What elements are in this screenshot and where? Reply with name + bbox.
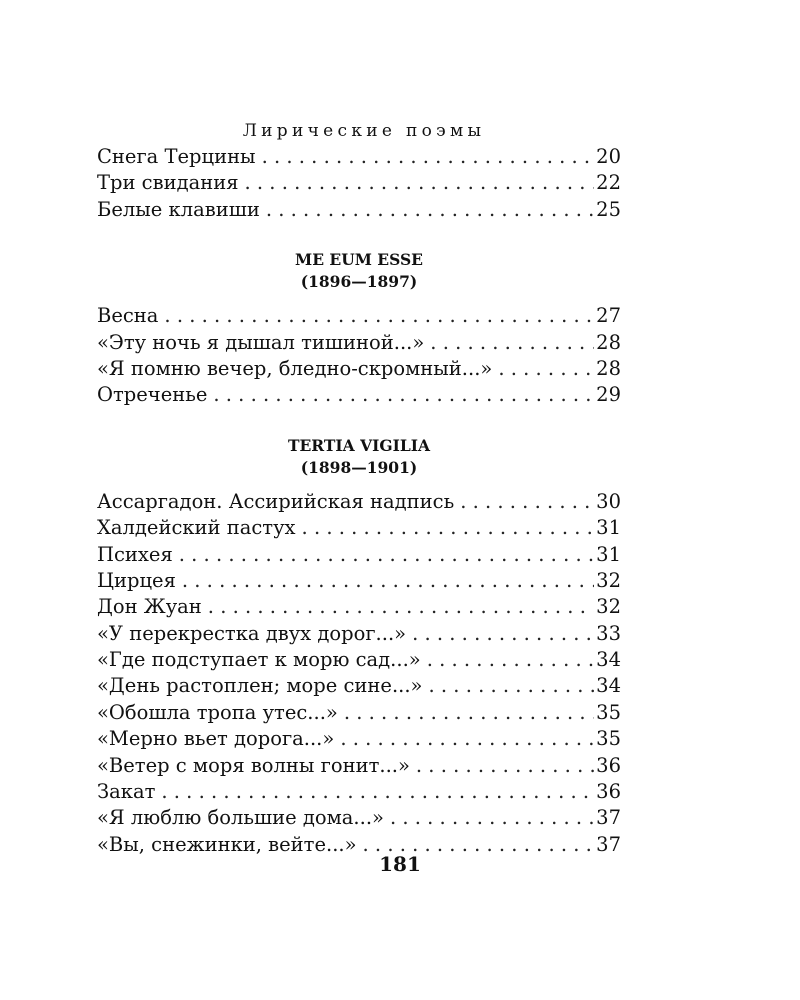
toc-entry xyxy=(97,542,621,568)
toc-entry-page: 35 xyxy=(596,727,621,751)
dot-leader xyxy=(429,673,595,699)
section-title-me-eum-esse: ME EUM ESSE xyxy=(295,250,423,270)
toc-entry xyxy=(97,330,621,356)
toc-entry xyxy=(97,568,621,594)
toc-entry-page: 34 xyxy=(596,674,621,698)
dot-leader xyxy=(390,805,594,831)
toc-entry-title: Халдейский пастух xyxy=(97,516,296,540)
toc-entry-page: 37 xyxy=(596,832,621,856)
toc-entry xyxy=(97,647,621,673)
toc-entry-title: «День растоплен; море сине...» xyxy=(97,674,423,698)
toc-entry-page: 30 xyxy=(596,489,621,513)
toc-entry-page: 36 xyxy=(596,753,621,777)
toc-entry-title: Белые клавиши xyxy=(97,197,260,221)
page-number: 181 xyxy=(379,852,421,876)
toc-entry-title: «Эту ночь я дышал тишиной...» xyxy=(97,330,425,354)
toc-entry xyxy=(97,515,621,541)
toc-entry-page: 34 xyxy=(596,648,621,672)
toc-entry-title: Весна xyxy=(97,304,159,328)
toc-entry-title: «Обошла тропа утес...» xyxy=(97,700,338,724)
toc-entry-page: 28 xyxy=(596,356,621,380)
dot-leader xyxy=(266,197,594,223)
toc-entry-page: 22 xyxy=(596,171,621,195)
table-of-contents xyxy=(97,118,621,858)
section-heading-lyric-poems: Лирические поэмы xyxy=(242,121,486,141)
toc-entry-title: «Я помню вечер, бледно-скромный...» xyxy=(97,356,493,380)
toc-entry xyxy=(97,489,621,515)
toc-entry-page: 28 xyxy=(596,330,621,354)
dot-leader xyxy=(262,144,595,170)
toc-entry-title: «Мерно вьет дорога...» xyxy=(97,727,335,751)
toc-entry-page: 32 xyxy=(596,568,621,592)
toc-entry-title: «Я люблю большие дома...» xyxy=(97,806,384,830)
toc-entry-title: Три свидания xyxy=(97,171,239,195)
dot-leader xyxy=(213,382,594,408)
toc-entry xyxy=(97,805,621,831)
dot-leader xyxy=(164,303,594,329)
toc-entry-page: 31 xyxy=(596,542,621,566)
toc-entry xyxy=(97,621,621,647)
toc-entry xyxy=(97,594,621,620)
dot-leader xyxy=(179,542,594,568)
toc-entry xyxy=(97,753,621,779)
toc-entry-page: 37 xyxy=(596,806,621,830)
toc-entry xyxy=(97,197,621,223)
toc-entry-title: «Вы, снежинки, вейте...» xyxy=(97,832,357,856)
toc-entry-title: «Где подступает к морю сад...» xyxy=(97,648,421,672)
toc-entry-page: 20 xyxy=(596,145,621,168)
toc-entry-page: 29 xyxy=(596,383,621,407)
toc-entry-title: Ассаргадон. Ассирийская надпись xyxy=(97,489,455,513)
toc-entry-page: 36 xyxy=(596,780,621,804)
dot-leader xyxy=(416,753,594,779)
dot-leader xyxy=(412,621,594,647)
section-years-tertia-vigilia: (1898—1901) xyxy=(300,457,418,477)
dot-leader xyxy=(430,330,594,356)
toc-entry-page: 25 xyxy=(596,197,621,221)
toc-entry-page: 33 xyxy=(596,621,621,645)
toc-entry-title: «Ветер с моря волны гонит...» xyxy=(97,753,410,777)
toc-entry xyxy=(97,700,621,726)
toc-entry xyxy=(97,779,621,805)
toc-entry-page: 32 xyxy=(596,595,621,619)
toc-entry-page: 35 xyxy=(596,700,621,724)
toc-entry xyxy=(97,382,621,408)
dot-leader xyxy=(427,647,594,673)
toc-entry xyxy=(97,144,621,170)
dot-leader xyxy=(498,356,594,382)
dot-leader xyxy=(245,170,595,196)
toc-entry xyxy=(97,726,621,752)
dot-leader xyxy=(161,779,594,805)
dot-leader xyxy=(460,489,594,515)
toc-entry-page: 31 xyxy=(596,516,621,540)
toc-entry-page: 27 xyxy=(596,304,621,328)
dot-leader xyxy=(344,700,594,726)
toc-entry-title: Дон Жуан xyxy=(97,595,202,619)
toc-entry-title: «У перекрестка двух дорог...» xyxy=(97,621,407,645)
toc-entry-title: Психея xyxy=(97,542,173,566)
section-years-me-eum-esse: (1896—1897) xyxy=(300,272,418,292)
toc-entry-title: Закат xyxy=(97,780,156,804)
dot-leader xyxy=(182,568,594,594)
toc-entry xyxy=(97,170,621,196)
toc-entry-title: Цирцея xyxy=(97,568,176,592)
toc-entry-title: Снега Терцины xyxy=(97,145,256,168)
dot-leader xyxy=(340,726,594,752)
dot-leader xyxy=(208,594,594,620)
dot-leader xyxy=(302,515,595,541)
toc-entry-title: Отреченье xyxy=(97,383,208,407)
toc-entry xyxy=(97,356,621,382)
toc-entry xyxy=(97,303,621,329)
section-title-tertia-vigilia: TERTIA VIGILIA xyxy=(287,435,431,455)
toc-entry xyxy=(97,673,621,699)
